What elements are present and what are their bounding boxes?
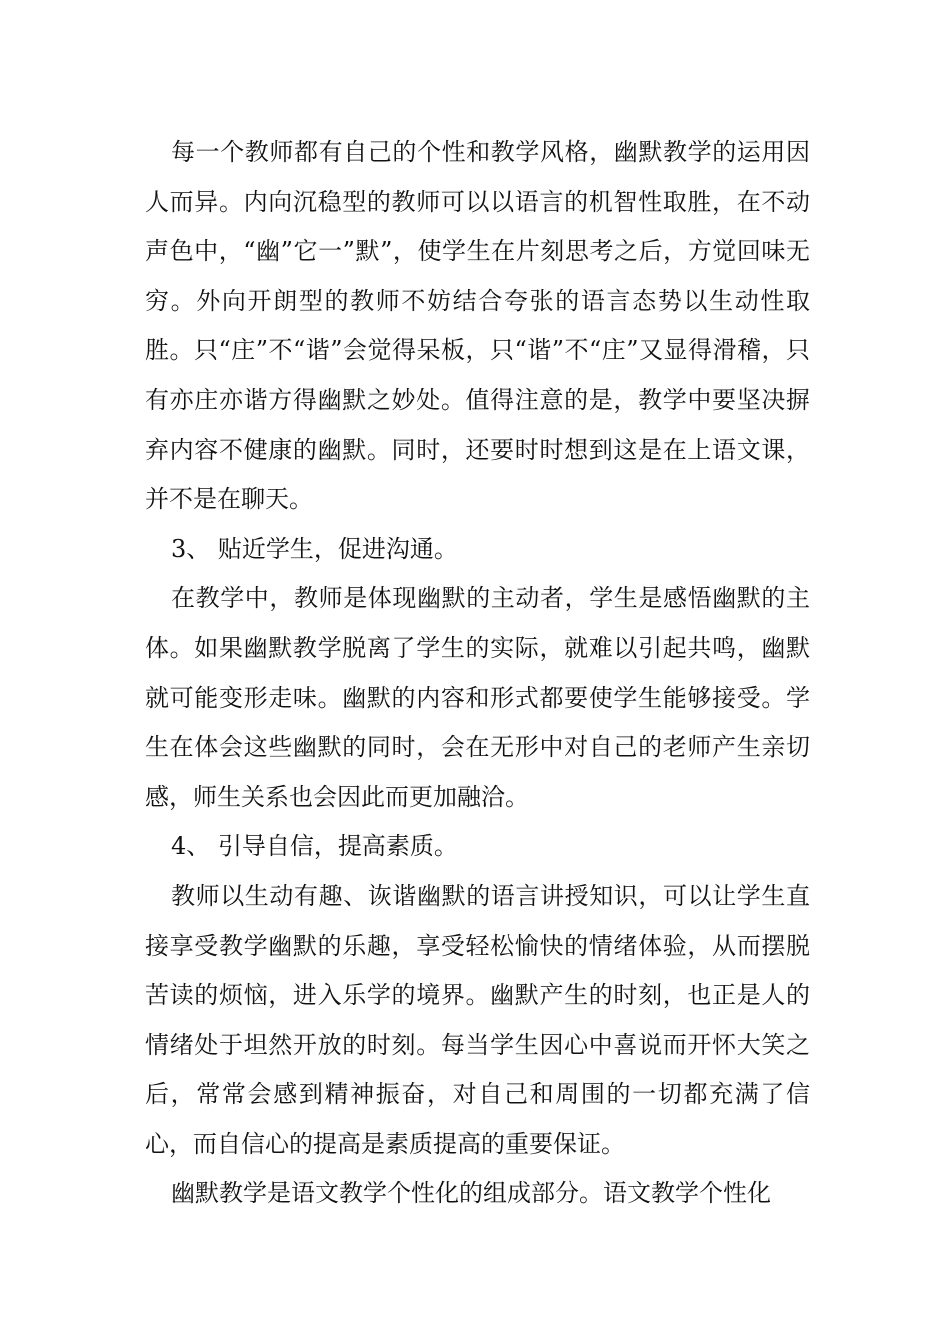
paragraph-confidence: 教师以生动有趣、诙谐幽默的语言讲授知识，可以让学生直接享受教学幽默的乐趣，享受轻松愉快的情绪体验，从而摆脱苦读的烦恼，进入乐学的境界。幽默产生的时刻，也正是人的情绪处于坦然开放的时刻。每当学生因心中喜说而开怀大笑之后，常常会感到精神振奋，对自己和周围的一切都充满了信心，而自信心的提高是素质提高的重要保证。 bbox=[145, 881, 810, 1158]
paragraph-personalization: 幽默教学是语文教学个性化的组成部分。语文教学个性化 bbox=[171, 1179, 771, 1208]
paragraph-close-to-students: 在教学中，教师是体现幽默的主动者，学生是感悟幽默的主体。如果幽默教学脱离了学生的实际，就难以引起共鸣，幽默就可能变形走味。幽默的内容和形式都要使学生能够接受。学生在体会这些幽默的同时，会在无形中对自己的老师产生亲切感，师生关系也会因此而更加融洽。 bbox=[145, 584, 810, 811]
document-body bbox=[145, 128, 810, 1219]
paragraph-humor-style: 每一个教师都有自己的个性和教学风格，幽默教学的运用因人而异。内向沉稳型的教师可以以语言的机智性取胜，在不动声色中，“幽”它一”默”，使学生在片刻思考之后，方觉回味无穷。外向开朗型的教师不妨结合夸张的语言态势以生动性取胜。只“庄”不“谐”会觉得呆板，只“谐”不“庄”又显得滑稽，只有亦庄亦谐方得幽默之妙处。值得注意的是，教学中要坚决摒弃内容不健康的幽默。同时，还要时时想到这是在上语文课，并不是在聊天。 bbox=[145, 138, 810, 514]
section-heading-4: 4、 引导自信，提高素质。 bbox=[171, 832, 458, 861]
section-heading-3: 3、 贴近学生，促进沟通。 bbox=[171, 534, 458, 563]
